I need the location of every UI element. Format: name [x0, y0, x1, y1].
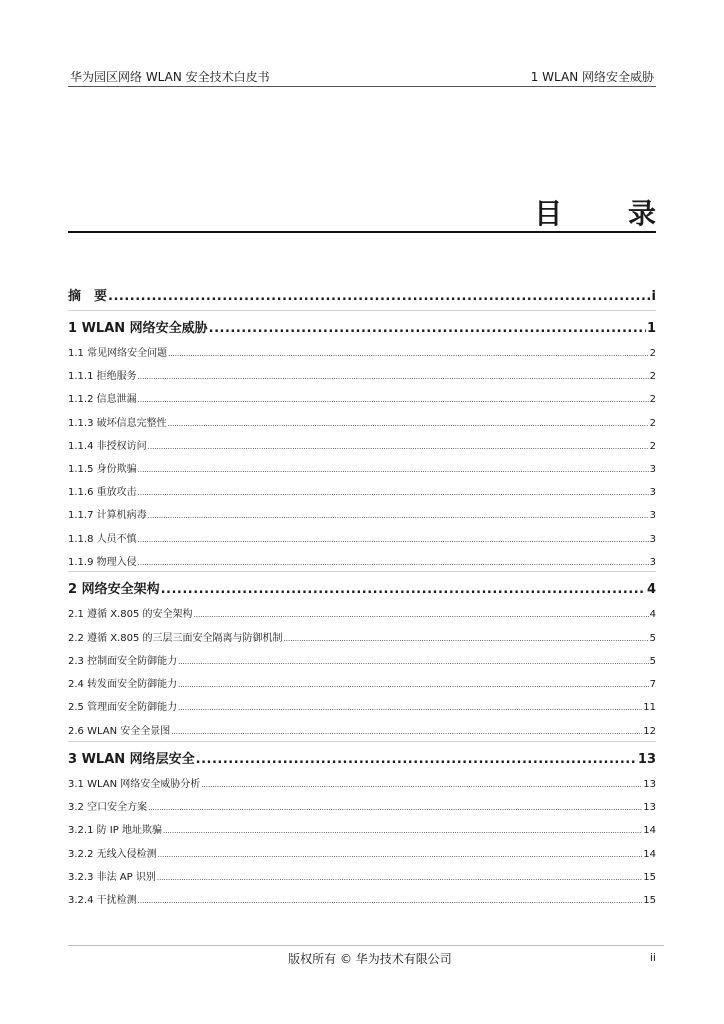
header-doc-title: 华为园区网络 WLAN 安全技术白皮书: [70, 70, 270, 84]
toc-entry[interactable]: 1.1.8 人员不慎 ..... 3: [68, 530, 656, 545]
toc-entry[interactable]: 3.2.2 无线入侵检测 ..... 14: [68, 845, 656, 860]
toc-entry[interactable]: 2.1 遵循 X.805 的安全架构 ..... 4: [68, 605, 656, 620]
toc-entry[interactable]: 3.2.4 干扰检测 ..... 15: [68, 891, 656, 906]
toc-entry[interactable]: 1.1.5 身份欺骗 ..... 3: [68, 460, 656, 475]
toc-entry[interactable]: 2.4 转发面安全防御能力 ..... 7: [68, 675, 656, 690]
toc-entry-chapter-1[interactable]: 1 WLAN 网络安全威胁 ..... 1: [68, 317, 656, 336]
toc-divider: [68, 571, 656, 572]
header-chapter-title: 1 WLAN 网络安全威胁: [530, 70, 654, 84]
footer-page-number: ii: [649, 951, 656, 964]
footer-copyright: 版权所有 © 华为技术有限公司: [288, 952, 452, 966]
title-rule: [68, 231, 656, 233]
toc-entry[interactable]: 1.1.1 拒绝服务 ..... 2: [68, 367, 656, 382]
toc-entry-chapter-2[interactable]: 2 网络安全架构 ..... 4: [68, 578, 656, 597]
page-header: [68, 66, 656, 87]
toc-entry[interactable]: 1.1.6 重放攻击 ..... 3: [68, 483, 656, 498]
toc-entry[interactable]: 3.2.1 防 IP 地址欺骗 ..... 14: [68, 821, 656, 836]
toc-entry[interactable]: 1.1.4 非授权访问 ..... 2: [68, 437, 656, 452]
toc-entry-abstract[interactable]: 摘 要 ..... i: [68, 285, 656, 304]
toc-entry[interactable]: 1.1.2 信息泄漏 ..... 2: [68, 390, 656, 405]
toc-entry[interactable]: 3.1 WLAN 网络安全威胁分析 ..... 13: [68, 775, 656, 790]
toc-divider: [68, 741, 656, 742]
toc-entry-chapter-3[interactable]: 3 WLAN 网络层安全 ..... 13: [68, 748, 656, 767]
toc-entry[interactable]: 3.2 空口安全方案 ..... 13: [68, 798, 656, 813]
toc-entry[interactable]: 1.1.3 破坏信息完整性 ..... 2: [68, 414, 656, 429]
toc-entry[interactable]: 2.5 管理面安全防御能力 ..... 11: [68, 698, 656, 713]
toc-entry[interactable]: 3.2.3 非法 AP 识别 ..... 15: [68, 868, 656, 883]
toc-entry[interactable]: 2.2 遵循 X.805 的三层三面安全隔离与防御机制 ..... 5: [68, 629, 656, 644]
toc-entry[interactable]: 1.1.9 物理入侵 ..... 3: [68, 553, 656, 568]
toc-title: 目 录: [534, 197, 684, 230]
toc-entry[interactable]: 1.1.7 计算机病毒 ..... 3: [68, 506, 656, 521]
toc-entry[interactable]: 2.3 控制面安全防御能力 ..... 5: [68, 652, 656, 667]
toc-divider: [68, 310, 656, 311]
footer-rule: [68, 945, 664, 946]
toc-entry[interactable]: 2.6 WLAN 安全全景图 ..... 12: [68, 722, 656, 737]
toc-entry[interactable]: 1.1 常见网络安全问题 ..... 2: [68, 344, 656, 359]
